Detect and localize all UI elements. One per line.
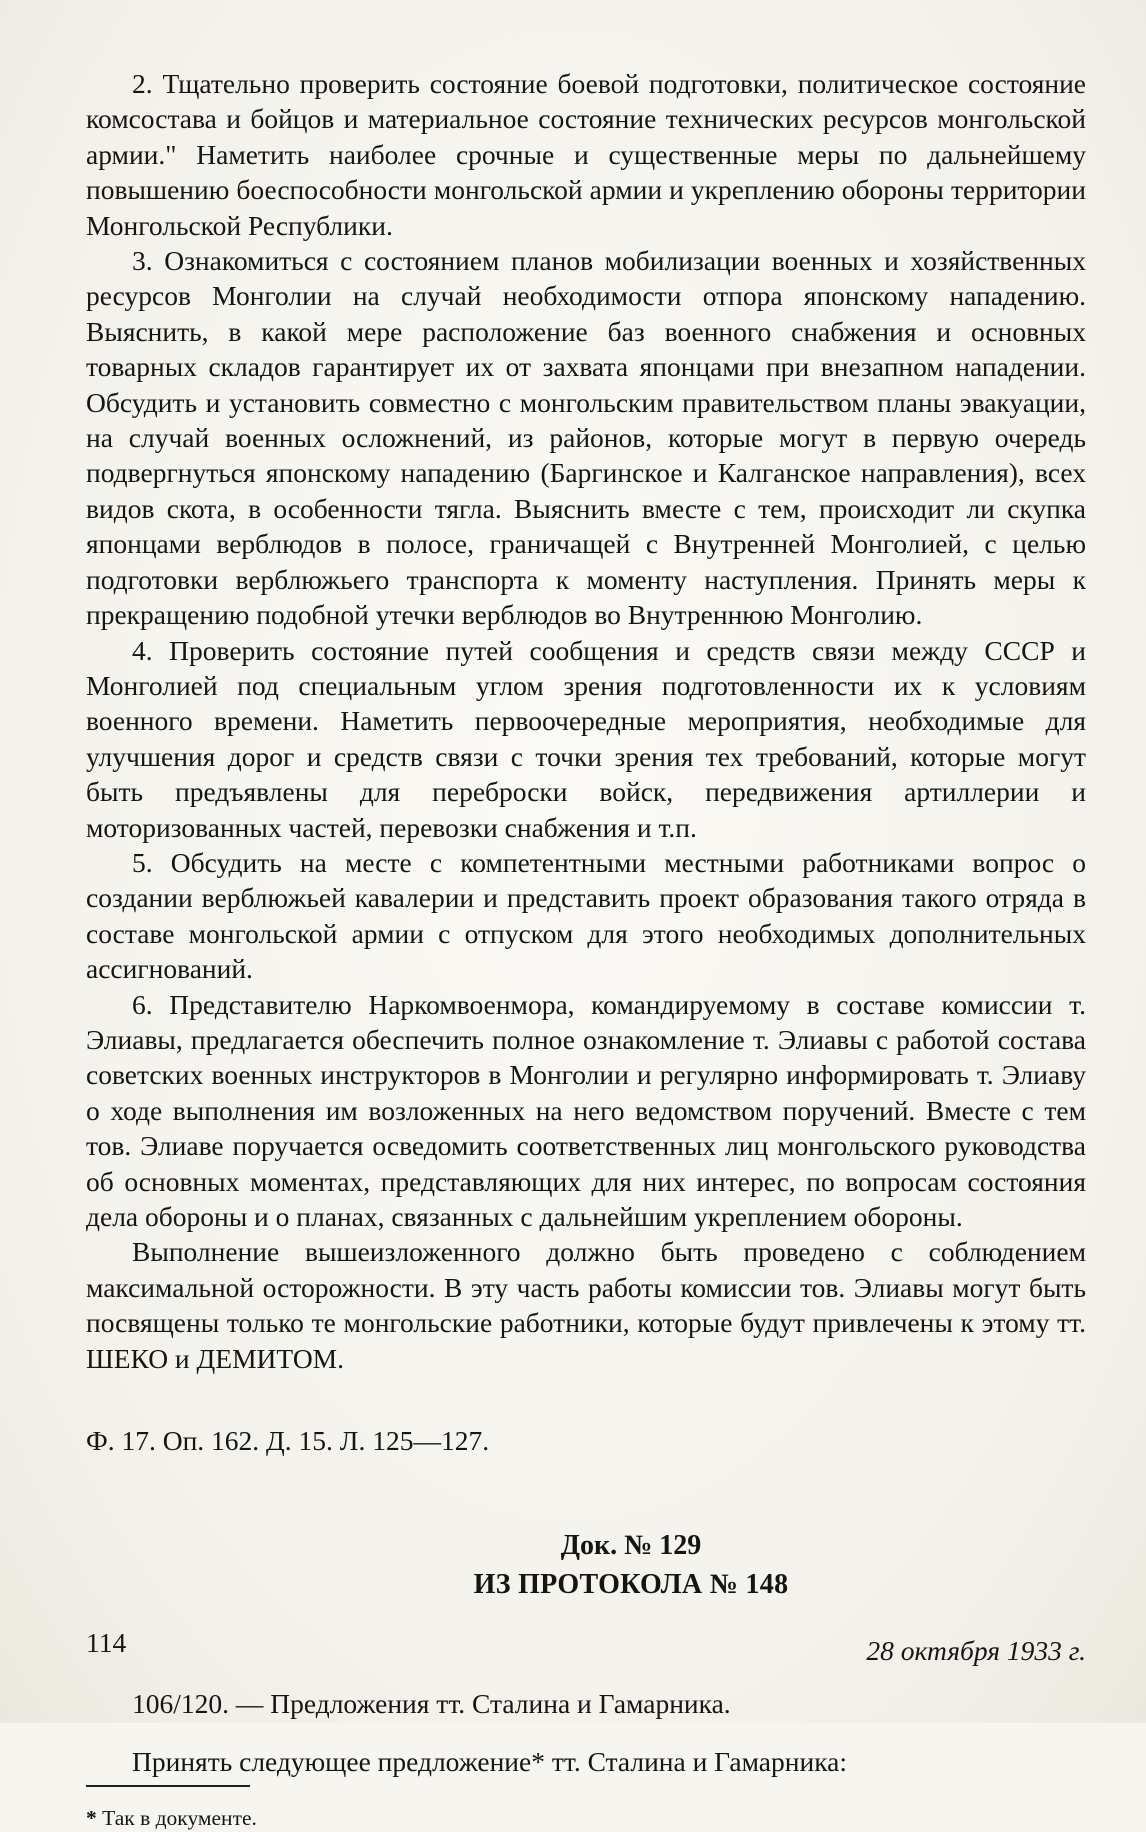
document-number: Док. № 129 xyxy=(560,1530,702,1562)
paragraph-item-6: 6. Представителю Наркомвоенмора, командируемому в составе комиссии т. Элиавы, предлагается обеспечить полное ознакомление т. Элиавы с работой состава советских военных инструкторов в Монголии и регулярно информировать т. Элиаву о ходе выполнения им возложенных на него ведомством поручений. Вместе с тем тов. Элиаве поручается осведомить соответственных лиц монгольского руководства об основных моментах, представляющих для них интерес, по вопросам состояния дела обороны и о планах, связанных с дальнейшим укреплением обороны. xyxy=(86,988,1086,1232)
page-number: 114 xyxy=(86,1627,127,1658)
footnote-mark: * xyxy=(86,1806,97,1831)
paragraph-conclusion: Выполнение вышеизложенного должно быть проведено с соблюдением максимальной осторожности. В эту часть работы комиссии тов. Элиавы могут быть посвящены только те монгольские работники, которые будут привлечены к этому тт. ШЕКО и ДЕМИТОМ. xyxy=(86,1236,1086,1374)
paragraph-item-3: 3. Ознакомиться с состоянием планов мобилизации военных и хозяйственных ресурсов Монголии на случай необходимости отпора японскому нападению. Выяснить, в какой мере расположение баз военного снабжения и основных товарных складов гарантирует их от захвата японцами при внезапном нападении. Обсудить и установить совместно с монгольским правительством планы эвакуации, на случай военных осложнений, из районов, которые могут в первую очередь подвергнуться японскому нападению (Баргинское и Калганское направления), всех видов скота, в особенности тягла. Выяснить вместе с тем, происходит ли скупка японцами верблюдов в полосе, граничащей с Внутренней Монголией, с целью подготовки верблюжьего транспорта к моменту наступления. Принять меры к прекращению подобной утечки верблюдов во Внутреннюю Монголию. xyxy=(86,245,1086,631)
footnote-text: Так в документе. xyxy=(96,1806,257,1831)
protocol-item-line: 106/120. — Предложения тт. Сталина и Гамарника. xyxy=(132,1688,731,1720)
page-content xyxy=(86,66,1086,1832)
document-title: ИЗ ПРОТОКОЛА № 148 xyxy=(473,1569,789,1601)
paragraph-item-5: 5. Обсудить на месте с компетентными местными работниками вопрос о создании верблюжьей кавалерии и представить проект образования такого отряда в составе монгольской армии с отпуском для этого необходимых дополнительных ассигнований. xyxy=(86,846,1086,985)
paragraph-item-2: 2. Тщательно проверить состояние боевой подготовки, политическое состояние комсостава и бойцов и материальное состояние технических ресурсов монгольской армии." Наметить наиболее срочные и существенные меры по дальнейшему повышению боеспособности монгольской армии и укреплению обороны территории Монгольской Республики. xyxy=(86,68,1086,241)
footnote-divider xyxy=(86,1785,250,1787)
archive-reference: Ф. 17. Оп. 162. Д. 15. Л. 125—127. xyxy=(86,1425,490,1457)
protocol-item-text: Принять следующее предложение* тт. Сталина и Гамарника: xyxy=(132,1746,847,1778)
paragraph-item-4: 4. Проверить состояние путей сообщения и средств связи между СССР и Монголией под специальным углом зрения подготовленности их к условиям военного времени. Наметить первоочередные мероприятия, необходимые для улучшения дорог и средств связи с точки зрения тех требований, которые могут быть предъявлены для переброски войск, передвижения артиллерии и моторизованных частей, перевозки снабжения и т.п. xyxy=(86,634,1086,843)
footnote xyxy=(86,1804,1086,1832)
document-date: 28 октября 1933 г. xyxy=(866,1635,1086,1667)
